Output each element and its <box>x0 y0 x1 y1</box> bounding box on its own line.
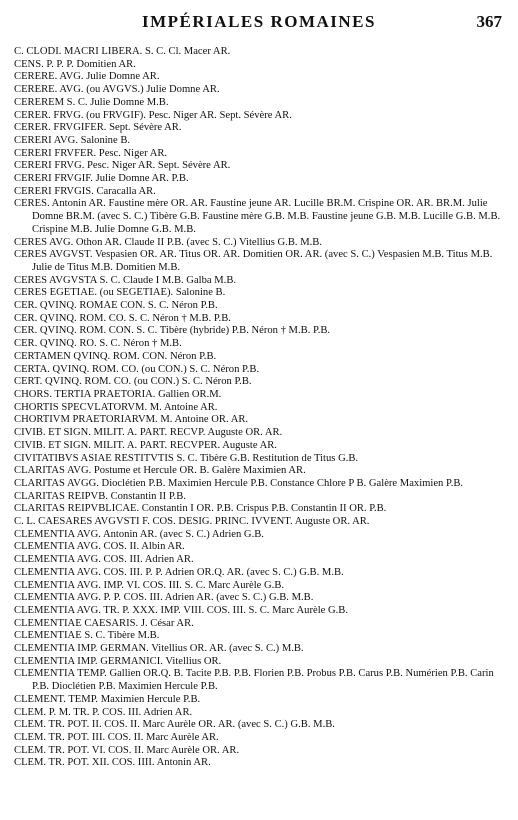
legend-entry: CLARITAS AVGG. Dioclétien P.B. Maximien Hercule P.B. Constance Chlore P B. Galère Maximien P.B. <box>14 477 464 489</box>
legend-entry: CERES EGETIAE. (ou SEGETIAE). Salonine B. <box>14 287 226 299</box>
legend-index-list <box>14 46 504 770</box>
legend-entry: CIVIB. ET SIGN. MILIT. A. PART. RECVP. Auguste OR. AR. <box>14 427 283 439</box>
legend-entry: C. L. CAESARES AVGVSTI F. COS. DESIG. PRINC. IVVENT. Auguste OR. AR. <box>14 516 370 528</box>
legend-entry: CERERI FRVGIS. Caracalla AR. <box>14 185 156 197</box>
legend-entry: CLEMENTIA TEMP. Gallien OR.Q. B. Tacite P.B. P.B. Florien P.B. Probus P.B. Carus P.B. Numérien P.B. Carin P.B. Dioclétien P.B. Maximien Hercule P.B. <box>14 668 494 693</box>
legend-entry: CERTAMEN QVINQ. ROM. CON. Néron P.B. <box>14 350 217 362</box>
legend-entry: CERERI AVG. Salonine B. <box>14 134 131 146</box>
legend-entry: CLEMENTIA AVG. TR. P. XXX. IMP. VIII. COS. III. S. C. Marc Aurèle G.B. <box>14 604 348 616</box>
legend-entry: CLEMENTIA AVG. IMP. VI. COS. III. S. C. Marc Aurèle G.B. <box>14 579 285 591</box>
legend-entry: CLEM. TR. POT. III. COS. II. Marc Aurèle AR. <box>14 731 219 743</box>
legend-entry: CERER. FRVGIFER. Sept. Sévère AR. <box>14 122 182 134</box>
legend-entry: CLEMENTIA IMP. GERMAN. Vitellius OR. AR. (avec S. C.) M.B. <box>14 643 304 655</box>
legend-entry: CLEMENTIA AVG. COS. III. P. P. Adrien OR.Q. AR. (avec S. C.) G.B. M.B. <box>14 566 344 578</box>
legend-entry: CERERI FRVFER. Pesc. Niger AR. <box>14 147 168 159</box>
legend-entry: CERERI FRVGIF. Julie Domne AR. P.B. <box>14 173 189 185</box>
legend-entry: CERERE. AVG. Julie Domne AR. <box>14 71 160 83</box>
legend-entry: CLEM. TR. POT. VI. COS. II. Marc Aurèle OR. AR. <box>14 744 240 756</box>
legend-entry: CIVITATIBVS ASIAE RESTITVTIS S. C. Tibère G.B. Restitution de Titus G.B. <box>14 452 359 464</box>
legend-entry: CHORS. TERTIA PRAETORIA. Gallien OR.M. <box>14 388 222 400</box>
legend-entry: CLARITAS REIPVB. Constantin II P.B. <box>14 490 186 502</box>
legend-entry: CER. QVINQ. ROMAE CON. S. C. Néron P.B. <box>14 300 218 312</box>
legend-entry: CLEMENTIA AVG. Antonin AR. (avec S. C.) Adrien G.B. <box>14 528 264 540</box>
legend-entry: CEREREM S. C. Julie Domne M.B. <box>14 96 169 108</box>
legend-entry: CER. QVINQ. RO. S. C. Néron † M.B. <box>14 338 182 350</box>
legend-entry: CLARITAS AVG. Postume et Hercule OR. B. Galère Maximien AR. <box>14 465 306 477</box>
legend-entry: CLEMENTIA AVG. COS. II. Albin AR. <box>14 541 185 553</box>
legend-entry: CLEM. TR. POT. II. COS. II. Marc Aurèle OR. AR. (avec S. C.) G.B. M.B. <box>14 719 335 731</box>
legend-entry: CERT. QVINQ. ROM. CO. (ou CON.) S. C. Néron P.B. <box>14 376 252 388</box>
legend-entry: CLEM. TR. POT. XII. COS. IIII. Antonin AR. <box>14 757 211 769</box>
legend-entry: CLEMENTIA AVG. COS. III. Adrien AR. <box>14 554 194 566</box>
legend-entry: CERERI FRVG. Pesc. Niger AR. Sept. Sévère AR. <box>14 160 231 172</box>
legend-entry: CIVIB. ET SIGN. MILIT. A. PART. RECVPER. Auguste AR. <box>14 439 277 451</box>
legend-entry: CER. QVINQ. ROM. CO. S. C. Néron † M.B. P.B. <box>14 312 231 324</box>
legend-entry: CERTA. QVINQ. ROM. CO. (ou CON.) S. C. Néron P.B. <box>14 363 260 375</box>
legend-entry: CHORTIVM PRAETORIARVM. M. Antoine OR. AR. <box>14 414 249 426</box>
legend-entry: CLEMENTIA IMP. GERMANICI. Vitellius OR. <box>14 655 222 667</box>
legend-entry: CLEMENTIAE S. C. Tibère M.B. <box>14 630 160 642</box>
legend-entry: CERES AVGVST. Vespasien OR. AR. Titus OR. AR. Domitien OR. AR. (avec S. C.) Vespasien M.B. Titus M.B. Julie de Titus M.B. Domitien M.B. <box>14 249 493 273</box>
legend-entry: CLEMENTIAE CAESARIS. J. César AR. <box>14 617 194 629</box>
page-header <box>14 10 504 46</box>
running-title: IMPÉRIALES ROMAINES <box>142 12 376 31</box>
legend-entry: CERES AVG. Othon AR. Claude II P.B. (avec S. C.) Vitellius G.B. M.B. <box>14 236 322 248</box>
page-number: 367 <box>476 12 502 31</box>
legend-entry: CLEMENTIA AVG. P. P. COS. III. Adrien AR. (avec S. C.) G.B. M.B. <box>14 592 314 604</box>
legend-entry: CER. QVINQ. ROM. CON. S. C. Tibère (hybride) P.B. Néron † M.B. P.B. <box>14 325 331 337</box>
legend-entry: CLEMENT. TEMP. Maximien Hercule P.B. <box>14 693 201 705</box>
legend-entry: CERER. FRVG. (ou FRVGIF). Pesc. Niger AR. Sept. Sévère AR. <box>14 109 292 121</box>
legend-entry: C. CLODI. MACRI LIBERA. S. C. Cl. Macer AR. <box>14 46 231 57</box>
legend-entry: CHORTIS SPECVLATORVM. M. Antoine AR. <box>14 401 218 413</box>
legend-entry: CLEM. P. M. TR. P. COS. III. Adrien AR. <box>14 706 193 718</box>
legend-entry: CENS. P. P. P. Domitien AR. <box>14 58 136 70</box>
legend-entry: CERES. Antonin AR. Faustine mère OR. AR. Faustine jeune AR. Lucille BR.M. Crispine OR. AR. BR.M. Julie Domne BR.M. (avec S. C.) Tibère G.B. Faustine mère G.B. M.B. Faustine jeune G.B. M.B. Lucille G.B. M.B. Crispine M.B. Julie Domne G.B. M.B. <box>14 198 501 235</box>
legend-entry: CLARITAS REIPVBLICAE. Constantin I OR. P.B. Crispus P.B. Constantin II OR. P.B. <box>14 503 387 515</box>
legend-entry: CERES AVGVSTA S. C. Claude I M.B. Galba M.B. <box>14 274 237 286</box>
legend-entry: CERERE. AVG. (ou AVGVS.) Julie Domne AR. <box>14 84 220 96</box>
